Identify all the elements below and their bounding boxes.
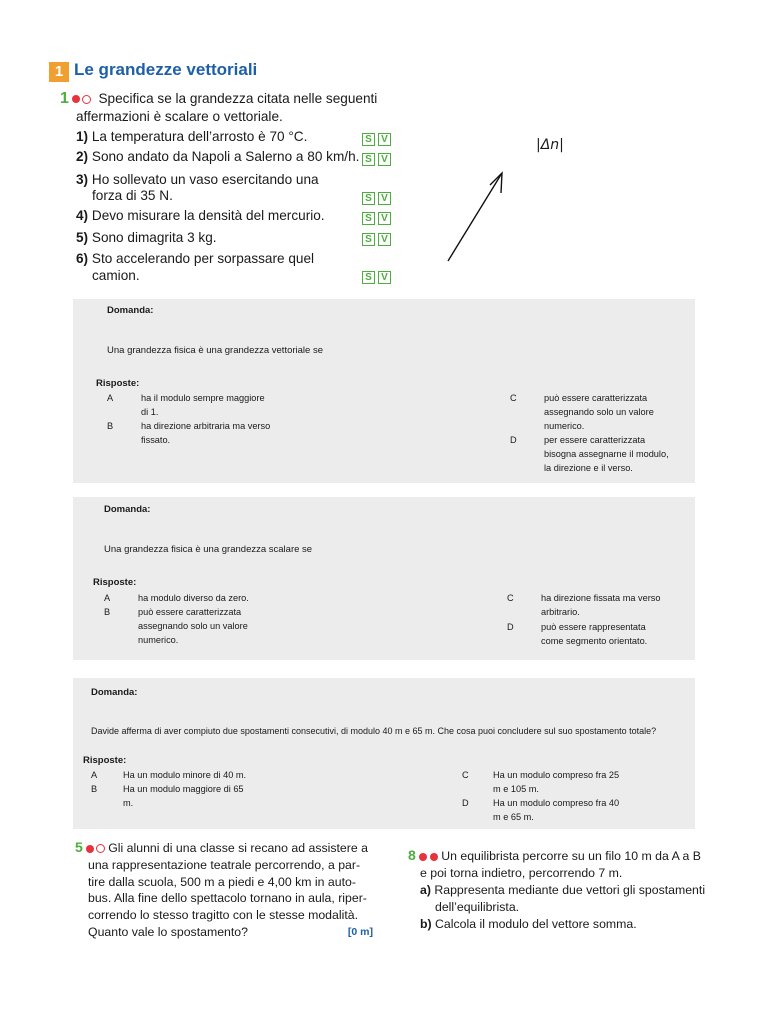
answer-text[interactable]: può essere caratterizzata assegnando solo un valore numerico. (138, 607, 248, 645)
exercise-5-line: Quanto vale lo spostamento? [0 m] (88, 924, 373, 939)
answer-text[interactable]: Ha un modulo maggiore di 65 m. (123, 784, 244, 808)
answer-letter[interactable]: B (104, 607, 111, 617)
answer-text[interactable]: ha modulo diverso da zero. (138, 593, 249, 603)
answer-letter[interactable]: C (510, 393, 517, 403)
answer-text[interactable]: Ha un modulo minore di 40 m. (123, 770, 247, 780)
answer-text[interactable]: può essere caratterizzata assegnando solo un valore numerico. (544, 393, 654, 431)
risposte-label: Risposte: (83, 755, 127, 766)
answer-letter[interactable]: B (91, 784, 98, 794)
scalar-checkbox[interactable]: S (362, 153, 375, 166)
answer-letter[interactable]: A (104, 593, 111, 603)
exercise-5-line: una rappresentazione teatrale percorrendo, a par- (88, 857, 361, 872)
exercise-8-item: a) Rappresenta mediante due vettori gli spostamenti (420, 883, 706, 897)
exercise-1-item: 1) La temperatura dell’arrosto è 70 °C. (76, 129, 308, 144)
answer-text[interactable]: può essere rappresentata come segmento orientato. (541, 622, 648, 646)
handwritten-note: |Δn| (536, 137, 564, 153)
risposte-label: Risposte: (93, 577, 137, 588)
answer-letter[interactable]: C (507, 593, 514, 603)
question-box-3 (73, 678, 695, 829)
exercise-1-item-cont: forza di 35 N. (92, 188, 173, 203)
scalar-checkbox[interactable]: S (362, 192, 375, 205)
scalar-checkbox[interactable]: S (362, 133, 375, 146)
answer-text[interactable]: Ha un modulo compreso fra 25 m e 105 m. (493, 770, 620, 794)
answer-text[interactable]: ha direzione fissata ma verso arbitrario. (541, 593, 661, 617)
difficulty-dot-filled-icon (72, 95, 80, 103)
vector-checkbox[interactable]: V (378, 133, 391, 146)
difficulty-dot-filled-icon (86, 845, 94, 853)
scalar-checkbox[interactable]: S (362, 271, 375, 284)
vector-checkbox[interactable]: V (378, 192, 391, 205)
exercise-8-item: b) Calcola il modulo del vettore somma. (420, 917, 637, 931)
domanda-label: Domanda: (91, 687, 138, 698)
sv-choice-2[interactable] (362, 149, 394, 167)
sv-choice-1[interactable] (362, 129, 394, 147)
exercise-1-item: 5) Sono dimagrita 3 kg. (76, 230, 217, 245)
question-box-2 (73, 497, 695, 660)
risposte-label: Risposte: (96, 378, 140, 389)
answer-letter[interactable]: D (462, 798, 469, 808)
answer-text[interactable]: ha il modulo sempre maggiore di 1. (141, 393, 265, 417)
exercise-1-item: 2) Sono andato da Napoli a Salerno a 80 km/h. (76, 149, 360, 164)
sv-choice-5[interactable] (362, 229, 394, 247)
answer-letter[interactable]: D (510, 435, 517, 445)
answer-letter[interactable]: A (107, 393, 114, 403)
exercise-5-line: tire dalla scuola, 500 m a piedi e 4,00 km in auto- (88, 874, 356, 889)
exercise-8-line: e poi torna indietro, percorrendo 7 m. (420, 866, 623, 880)
difficulty-dot-empty-icon (96, 844, 105, 853)
exercise-1-number: 1 (60, 90, 69, 107)
difficulty-dot-filled-icon (430, 853, 438, 861)
scalar-checkbox[interactable]: S (362, 212, 375, 225)
question-text: Davide afferma di aver compiuto due spostamenti consecutivi, di modulo 40 m e 65 m. Che cosa puoi concludere sul suo spostamento totale? (91, 726, 657, 736)
exercise-8 (408, 847, 728, 933)
exercise-5-answer: [0 m] (347, 925, 373, 938)
exercise-8-item-cont: dell’equilibrista. (435, 900, 520, 914)
vector-checkbox[interactable]: V (378, 233, 391, 246)
domanda-label: Domanda: (107, 305, 154, 316)
question-text: Una grandezza fisica è una grandezza scalare se (104, 544, 313, 555)
exercise-1-prompt-line: affermazioni è scalare o vettoriale. (76, 109, 283, 124)
difficulty-dot-filled-icon (419, 853, 427, 861)
sv-choice-4[interactable] (362, 208, 394, 226)
answer-letter[interactable]: A (91, 770, 98, 780)
exercise-1-item-cont: camion. (92, 268, 140, 283)
exercise-1-item: 3) Ho sollevato un vaso esercitando una (76, 172, 319, 187)
answer-text[interactable]: per essere caratterizzata bisogna assegnarne il modulo, la direzione e il verso. (544, 435, 669, 473)
answer-letter[interactable]: B (107, 421, 114, 431)
exercise-1-prompt (60, 89, 377, 108)
exercise-5-line: bus. Alla fine dello spettacolo tornano in aula, riper- (88, 891, 367, 906)
sv-choice-3[interactable] (362, 188, 394, 206)
sv-choice-6[interactable] (362, 267, 394, 285)
answer-letter[interactable]: D (507, 622, 514, 632)
exercise-1-item: 6) Sto accelerando per sorpassare quel (76, 251, 315, 266)
handwritten-arrow-icon (440, 165, 510, 265)
answer-text[interactable]: ha direzione arbitraria ma verso fissato. (141, 421, 271, 445)
vector-checkbox[interactable]: V (378, 212, 391, 225)
section-number-badge: 1 (49, 62, 69, 82)
domanda-label: Domanda: (104, 504, 151, 515)
question-box-1 (73, 299, 695, 483)
exercise-8-line: 8 Un equilibrista percorre su un filo 10 m da A a B (408, 847, 701, 863)
exercise-5-line: correndo lo stesso tragitto con le stesse modalità. (88, 908, 358, 923)
difficulty-dot-empty-icon (82, 95, 91, 104)
scalar-checkbox[interactable]: S (362, 233, 375, 246)
answer-letter[interactable]: C (462, 770, 469, 780)
exercise-5 (75, 839, 375, 941)
exercise-1-item: 4) Devo misurare la densità del mercurio. (76, 208, 325, 223)
vector-checkbox[interactable]: V (378, 153, 391, 166)
exercise-1-prompt-line: Specifica se la grandezza citata nelle seguenti (98, 91, 378, 106)
section-title: Le grandezze vettoriali (74, 60, 258, 79)
question-text: Una grandezza fisica è una grandezza vettoriale se (107, 345, 323, 356)
exercise-5-line: 5 Gli alunni di una classe si recano ad assistere a (75, 839, 368, 855)
vector-checkbox[interactable]: V (378, 271, 391, 284)
answer-text[interactable]: Ha un modulo compreso fra 40 m e 65 m. (493, 798, 620, 822)
